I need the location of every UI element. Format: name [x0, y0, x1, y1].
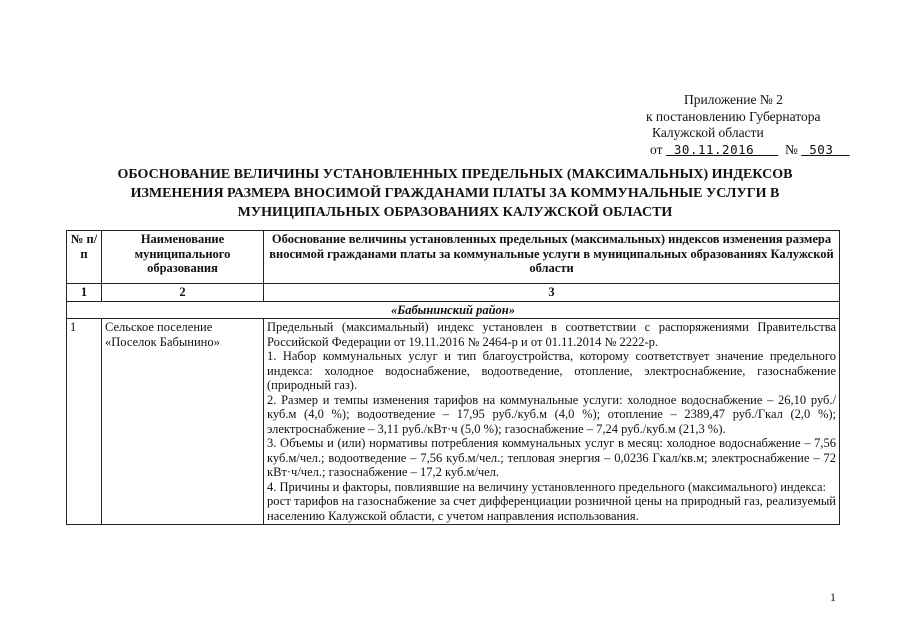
justification-item-2: 2. Размер и темпы изменения тарифов на коммунальные услуги: холодное водоснабжение – 26,10 руб./куб.м (4,0 %); водоотведение – 17,95 руб./куб.м (4,0 %); отопление – 2389,47 руб./Гкал (2,0 %); электроснабжение – 3,11 руб./кВт·ч (5,0 %); газоснабжение – 7,24 руб./куб.м (21,3 %).	[267, 392, 836, 436]
justification-item-3: 3. Объемы и (или) нормативы потребления коммунальных услуг в месяц: холодное водоснабжение – 7,56 куб.м/чел.; водоотведение – 7,56 куб.м/чел.; тепловая энергия – 0,0236 Гкал/кв.м; электроснабжение – 72 кВт·ч/чел.; газоснабжение – 17,2 куб.м/чел.	[267, 436, 836, 479]
header-number: № п/п	[67, 231, 102, 284]
table-header-row	[67, 231, 840, 284]
document-title	[95, 165, 815, 222]
justification-item-4-detail: рост тарифов на газоснабжение за счет дифференциации розничной цены на природный газ, реализуемый населению Калужской области, с учетом направления использования.	[267, 494, 836, 523]
justification-item-1: 1. Набор коммунальных услуг и тип благоустройства, которому соответствует значение предельного индекса: холодное водоснабжение, водоотведение, отопление, электроснабжение, газоснабжение (природный газ).	[267, 349, 836, 392]
appendix-date-line	[640, 142, 880, 159]
district-row	[67, 301, 840, 319]
number-prefix: №	[784, 141, 798, 157]
appendix-decree: к постановлению Губернатора	[646, 108, 821, 124]
appendix-region: Калужской области	[652, 125, 764, 140]
justification-intro: Предельный (максимальный) индекс установлен в соответствии с распоряжениями Правительства Российской Федерации от 19.11.2016 № 2464-р и от 01.11.2014 № 2222-р.	[267, 320, 836, 349]
page-number: 1	[830, 590, 836, 604]
appendix-title: Приложение № 2	[684, 92, 783, 107]
title-line-3: МУНИЦИПАЛЬНЫХ ОБРАЗОВАНИЯХ КАЛУЖСКОЙ ОБЛАСТИ	[237, 205, 673, 220]
district-name: «Бабынинский район»	[67, 301, 840, 319]
appendix-block	[640, 92, 880, 158]
column-number-1: 1	[67, 284, 102, 302]
justification-table	[66, 230, 840, 525]
title-line-2: ИЗМЕНЕНИЯ РАЗМЕРА ВНОСИМОЙ ГРАЖДАНАМИ ПЛАТЫ ЗА КОММУНАЛЬНЫЕ УСЛУГИ В	[130, 186, 780, 201]
justification-item-4: 4. Причины и факторы, повлиявшие на величину установленного предельного (максимального) индекса:	[267, 479, 826, 494]
column-numbers-row	[67, 284, 840, 302]
row-number: 1	[67, 319, 102, 525]
header-justification: Обоснование величины установленных предельных (максимальных) индексов изменения размера вносимой гражданами платы за коммунальные услуги в муниципальных образованиях Калужской области	[264, 231, 840, 284]
justification-text	[264, 319, 840, 525]
decree-number: 503	[809, 141, 834, 157]
table-row	[67, 319, 840, 525]
column-number-2: 2	[102, 284, 264, 302]
decree-date: 30.11.2016	[673, 141, 755, 157]
municipality-name: Сельское поселение «Поселок Бабынино»	[102, 319, 264, 525]
header-municipality: Наименование муниципального образования	[102, 231, 264, 284]
title-line-1: ОБОСНОВАНИЕ ВЕЛИЧИНЫ УСТАНОВЛЕННЫХ ПРЕДЕЛЬНЫХ (МАКСИМАЛЬНЫХ) ИНДЕКСОВ	[117, 167, 793, 182]
date-prefix: от	[650, 141, 663, 157]
column-number-3: 3	[264, 284, 840, 302]
